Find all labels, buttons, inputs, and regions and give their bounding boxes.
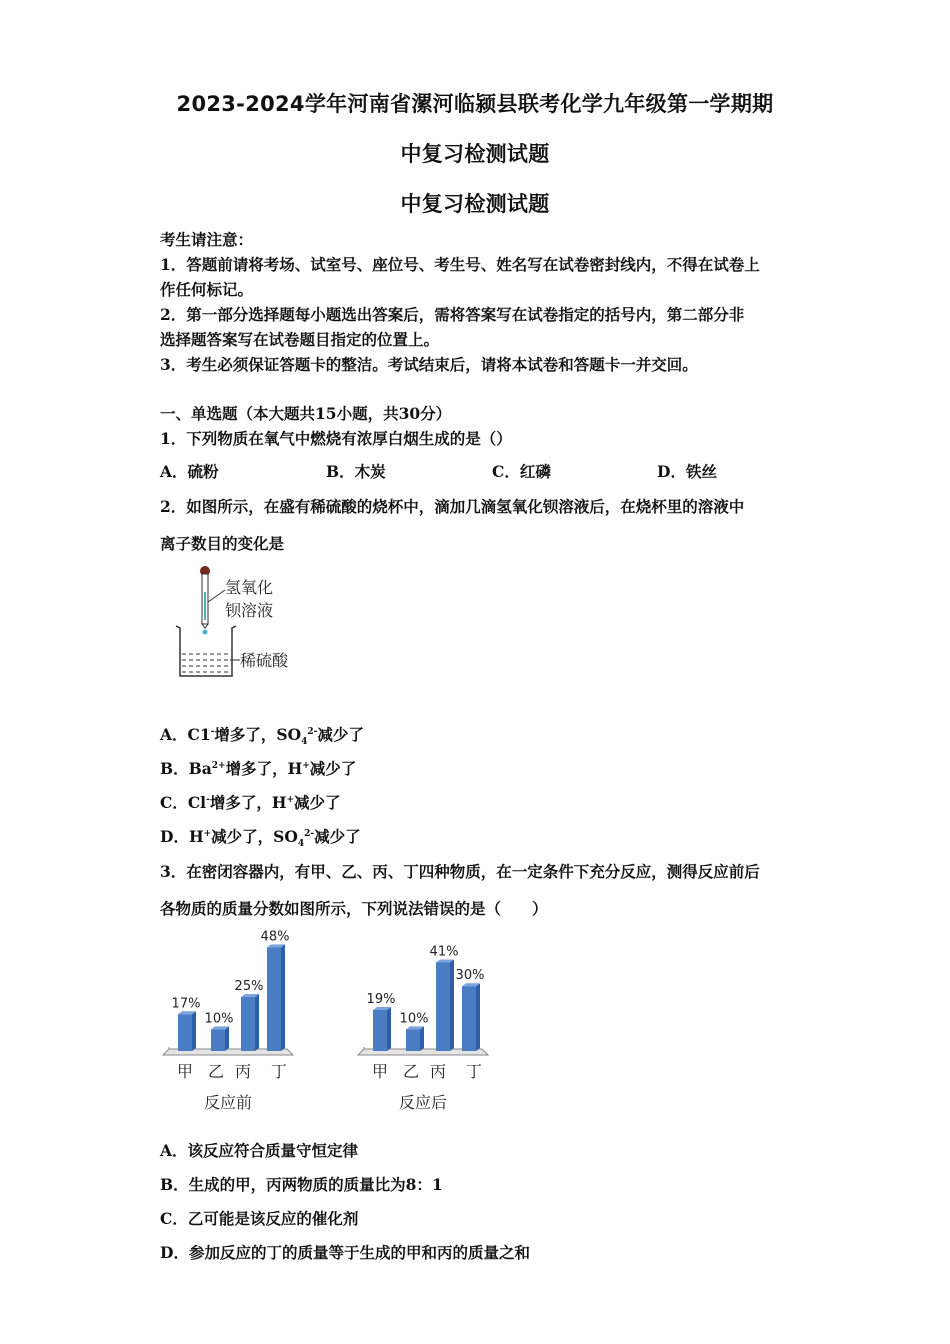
page-title-line2: 中复习检测试题 <box>400 142 550 166</box>
notice-line-3: 2．第一部分选择题每小题选出答案后，需将答案写在试卷指定的括号内，第二部分非 <box>160 305 745 324</box>
before-bar-side-丁 <box>281 944 285 1051</box>
q1-option-a: A．硫粉 <box>160 462 219 481</box>
before-bar-label-丙: 25% <box>234 979 264 994</box>
before-bar-side-乙 <box>225 1026 229 1051</box>
chart-after <box>350 925 500 1120</box>
after-category-label-丙: 丙 <box>429 1062 447 1081</box>
q3-stem-line1: 3．在密闭容器内，有甲、乙、丙、丁四种物质，在一定条件下充分反应，测得反应前后 <box>160 862 760 881</box>
after-bar-side-乙 <box>420 1026 424 1051</box>
notice-line-4: 选择题答案写在试卷题目指定的位置上。 <box>160 330 440 349</box>
beaker-label: 稀硫酸 <box>240 651 289 670</box>
q1-option-d: D．铁丝 <box>657 462 717 481</box>
q2-option-c: C．Cl-增多了，H+减少了 <box>160 793 341 812</box>
after-bar-side-丙 <box>450 959 454 1051</box>
q2-option-a: A．C1-增多了，$SO_4^{2-}$减少了 <box>160 725 364 748</box>
notice-line-2: 作任何标记。 <box>160 280 254 299</box>
chart-before <box>155 925 305 1120</box>
dropper-label-1: 氢氧化 <box>225 578 274 597</box>
after-bar-label-丙: 41% <box>429 944 459 960</box>
after-bar-side-甲 <box>387 1007 391 1051</box>
before-bar-label-丁: 48% <box>260 929 290 945</box>
q2-option-b: B．$Ba^{2+}$增多了，H+减少了 <box>160 759 357 778</box>
before-category-label-甲: 甲 <box>176 1062 194 1081</box>
section-heading: 一、单选题（本大题共15小题，共30分） <box>160 404 452 423</box>
after-bar-label-乙: 10% <box>399 1011 429 1027</box>
q3-option-a: A．该反应符合质量守恒定律 <box>160 1141 359 1160</box>
before-bar-乙 <box>211 1029 225 1051</box>
before-chart-title: 反应前 <box>203 1093 253 1112</box>
after-bar-side-丁 <box>476 983 480 1051</box>
falling-drop <box>203 630 208 635</box>
before-category-label-丙: 丙 <box>234 1062 252 1081</box>
q2-stem-line1: 2．如图所示，在盛有稀硫酸的烧杯中，滴加几滴氢氧化钡溶液后，在烧杯里的溶液中 <box>160 497 745 516</box>
q3-option-d: D．参加反应的丁的质量等于生成的甲和丙的质量之和 <box>160 1243 530 1262</box>
after-bar-label-丁: 30% <box>455 968 485 984</box>
q2-stem-line2: 离子数目的变化是 <box>160 534 285 553</box>
after-category-label-乙: 乙 <box>402 1062 420 1081</box>
q1-option-c: C．红磷 <box>492 462 551 481</box>
after-category-label-丁: 丁 <box>465 1062 483 1081</box>
before-bar-丁 <box>267 947 281 1051</box>
before-category-label-乙: 乙 <box>207 1062 225 1081</box>
notice-heading: 考生请注意： <box>160 230 254 249</box>
dropper-tip <box>202 624 208 628</box>
page-title-line1: 2023-2024学年河南省漯河临颍县联考化学九年级第一学期期 <box>176 92 774 116</box>
dropper-pointer <box>208 590 225 602</box>
before-bar-label-甲: 17% <box>171 996 201 1012</box>
after-chart-title: 反应后 <box>398 1093 448 1112</box>
before-bar-甲 <box>178 1014 192 1051</box>
q2-option-d: D．H+减少了，$SO_4^{2-}$减少了 <box>160 827 361 850</box>
q2-apparatus-figure <box>170 562 310 684</box>
notice-line-1: 1．答题前请将考场、试室号、座位号、考生号、姓名写在试卷密封线内，不得在试卷上 <box>160 255 760 274</box>
q1-options <box>160 460 820 482</box>
after-bar-丁 <box>462 986 476 1051</box>
before-bar-side-甲 <box>192 1011 196 1051</box>
before-bar-side-丙 <box>255 994 259 1051</box>
after-category-label-甲: 甲 <box>371 1062 389 1081</box>
dropper-label-2: 钡溶液 <box>225 601 274 620</box>
q1-option-b: B．木炭 <box>326 462 386 481</box>
after-bar-甲 <box>373 1010 387 1051</box>
after-bar-label-甲: 19% <box>366 991 396 1007</box>
before-bar-label-乙: 10% <box>204 1011 234 1027</box>
q3-stem-line2: 各物质的质量分数如图所示，下列说法错误的是（ ） <box>160 899 548 918</box>
notice-line-5: 3．考生必须保证答题卡的整洁。考试结束后，请将本试卷和答题卡一并交回。 <box>160 355 698 374</box>
q1-stem: 1．下列物质在氧气中燃烧有浓厚白烟生成的是（） <box>160 429 512 448</box>
after-bar-乙 <box>406 1029 420 1051</box>
q3-option-b: B．生成的甲，丙两物质的质量比为8：1 <box>160 1175 443 1194</box>
before-category-label-丁: 丁 <box>270 1062 288 1081</box>
q3-option-c: C．乙可能是该反应的催化剂 <box>160 1209 359 1228</box>
page-title-line3: 中复习检测试题 <box>400 192 550 216</box>
after-bar-丙 <box>436 962 450 1051</box>
before-bar-丙 <box>241 997 255 1051</box>
